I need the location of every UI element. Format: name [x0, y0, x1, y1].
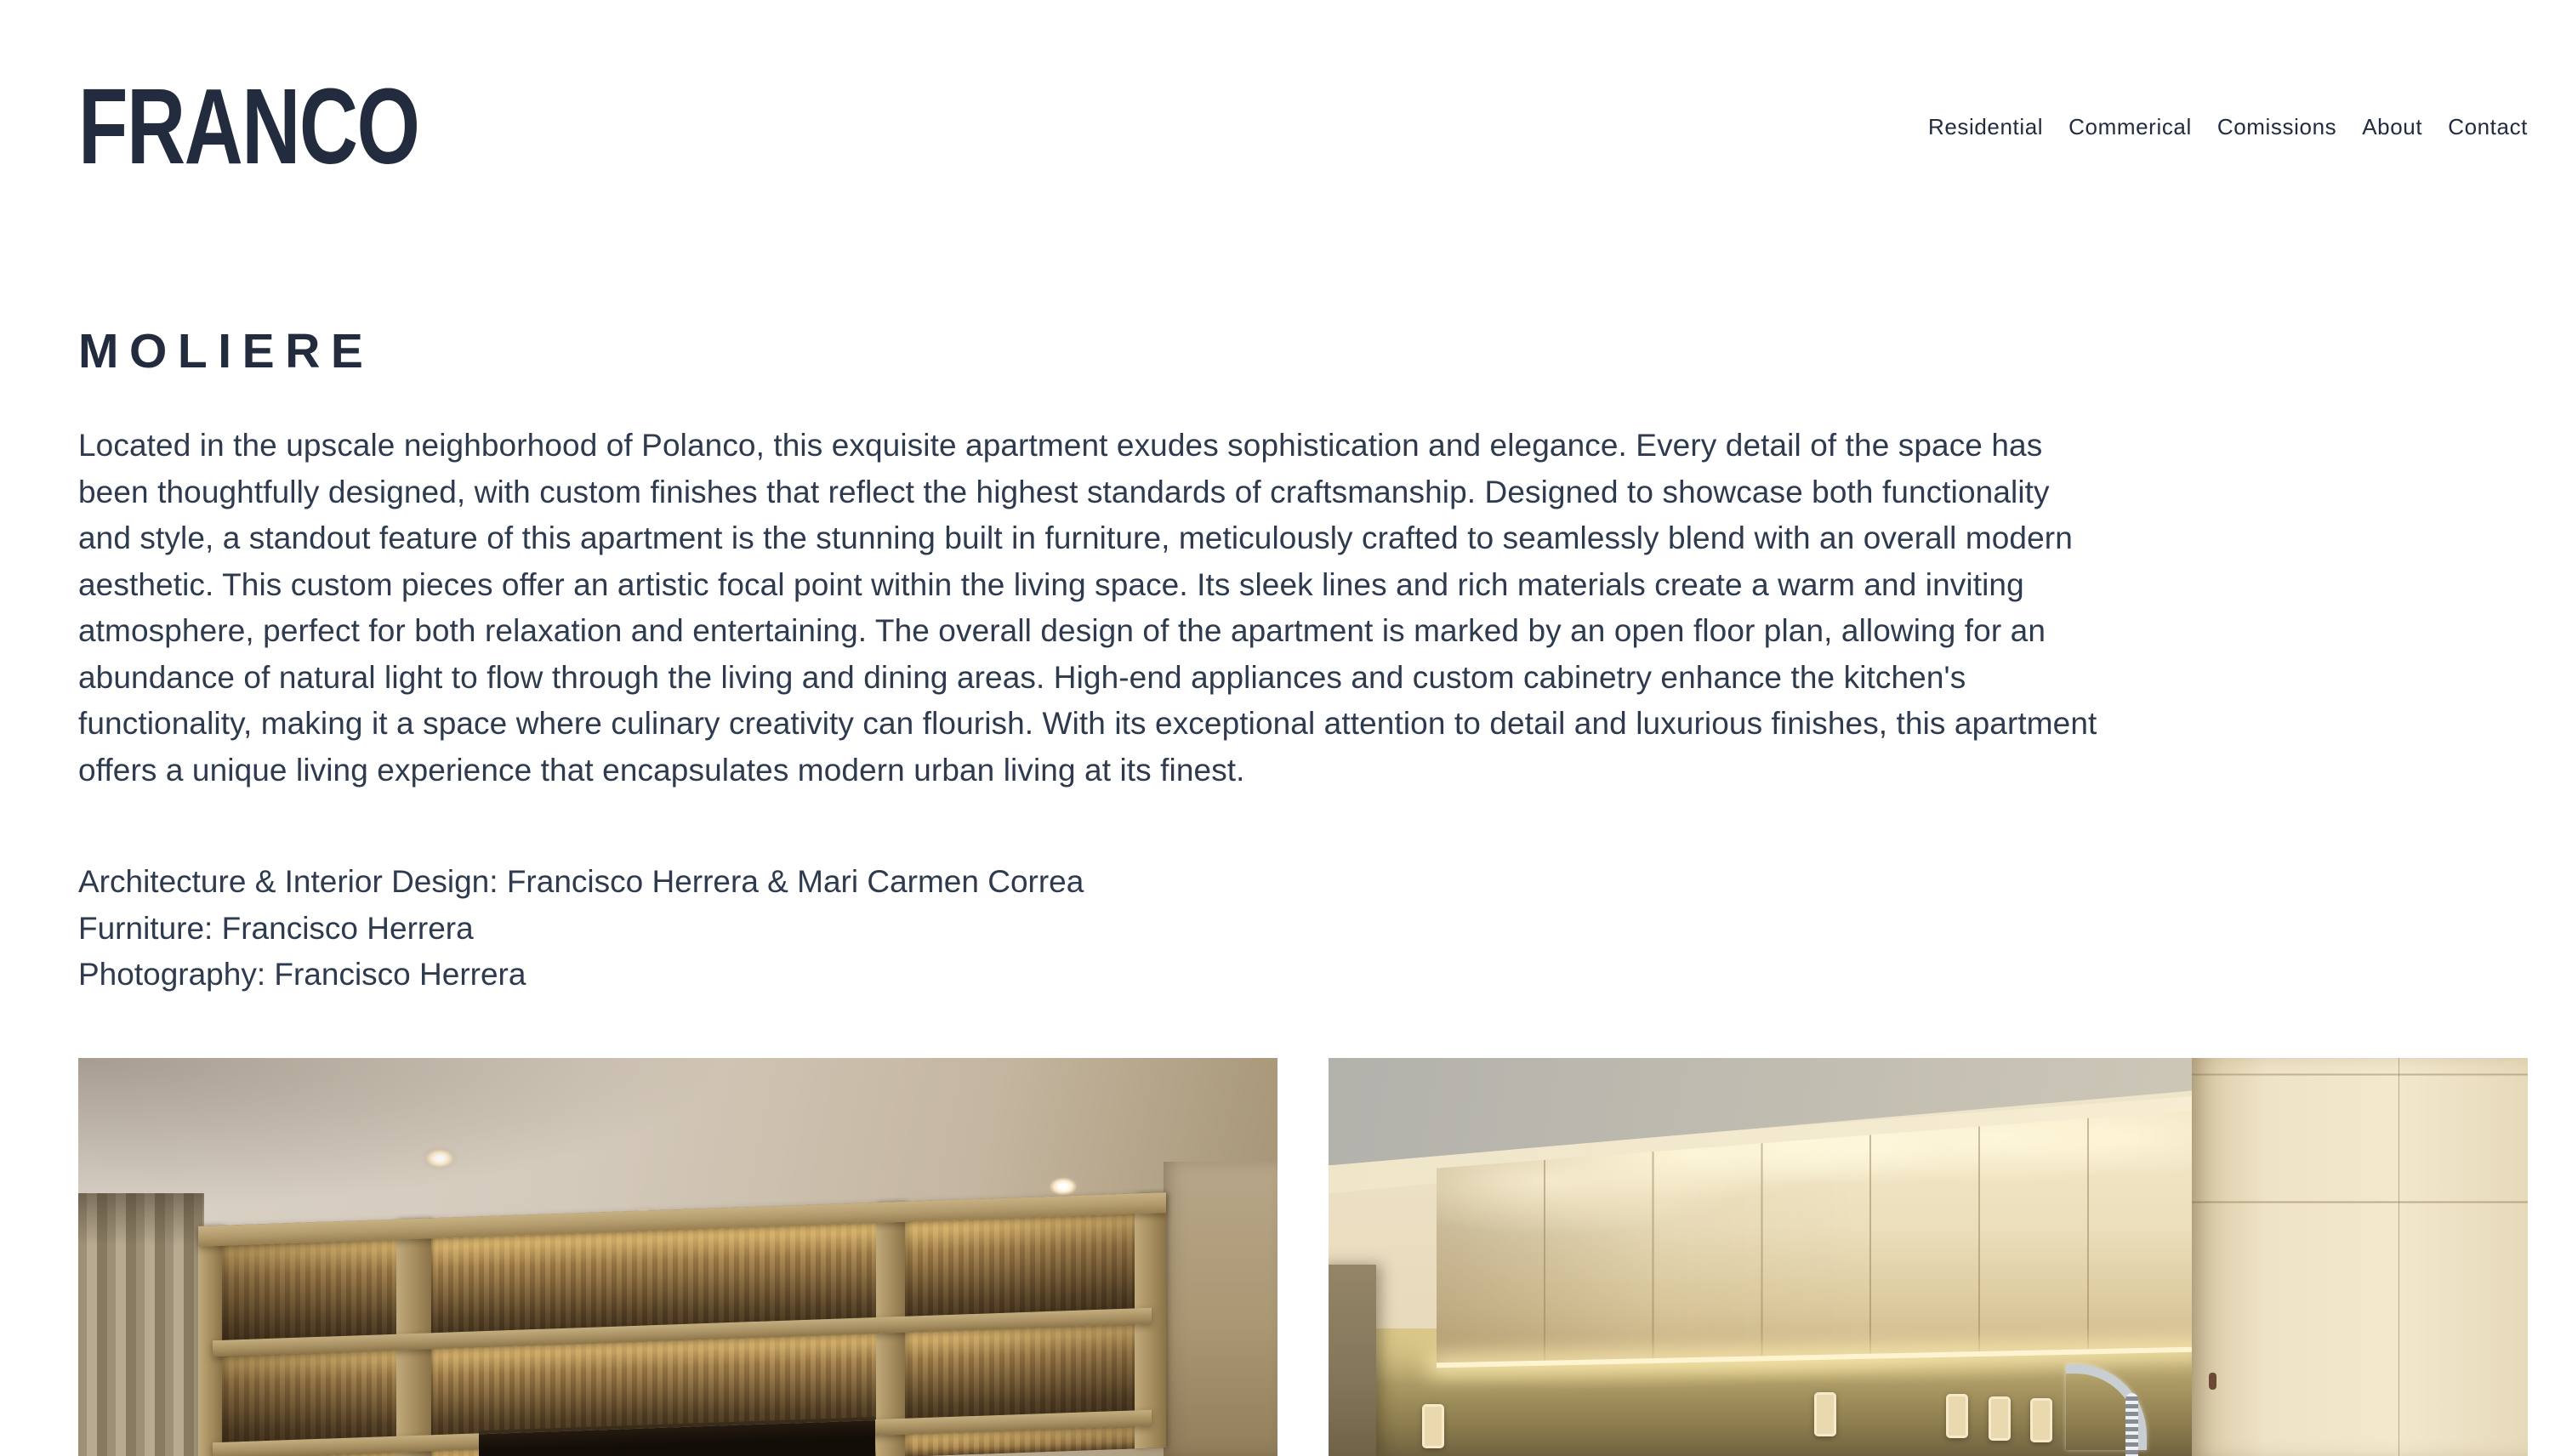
project-description: Located in the upscale neighborhood of Polanco, this exquisite apartment exudes sophistication and elegance. Every detail of the space has been thoughtfully designed, with custom finishes that reflect the highest standards of craftsmanship. Designed to showcase both functionality and style, a standout feature of this apartment is the stunning built in furniture, meticulously crafted to seamlessly blend with an overall modern aesthetic. This custom pieces offer an artistic focal point within the living space. Its sleek lines and rich materials create a warm and inviting atmosphere, perfect for both relaxation and entertaining. The overall design of the apartment is marked by an open floor plan, allowing for an abundance of natural light to flow through the living and dining areas. High-end appliances and custom cabinetry enhance the kitchen's functionality, making it a space where culinary creativity can flourish. With its exceptional attention to detail and luxurious finishes, this apartment offers a unique living experience that encapsulates modern urban living at its finest.	[78, 428, 2097, 788]
main-nav	[1928, 114, 2528, 140]
nav-link-commerical[interactable]: Commerical	[2068, 113, 2192, 139]
nav-link-comissions[interactable]: Comissions	[2216, 113, 2337, 139]
power-outlet	[1989, 1396, 2011, 1441]
nav-link-contact[interactable]: Contact	[2448, 113, 2528, 139]
logo[interactable]	[78, 66, 526, 186]
photo-gallery	[78, 1058, 2528, 1456]
photo-kitchen-cabinets[interactable]	[1329, 1058, 2528, 1456]
project-credits	[78, 859, 1084, 998]
media-wall-unit	[198, 1192, 1166, 1456]
nav-link-residential[interactable]: Residential	[1927, 113, 2044, 139]
nav-link-about[interactable]: About	[2362, 113, 2423, 139]
site-header	[78, 66, 2528, 186]
power-outlet	[1422, 1404, 1444, 1448]
stone-wall	[1164, 1162, 1277, 1456]
credit-photography: Photography: Francisco Herrera	[78, 957, 526, 992]
kitchen-faucet	[2066, 1364, 2159, 1456]
curtain	[78, 1193, 204, 1456]
power-outlet	[1946, 1394, 1968, 1438]
power-outlet	[2030, 1398, 2052, 1442]
power-outlet	[1814, 1392, 1836, 1436]
cabinet-knob	[2209, 1373, 2216, 1390]
tall-cabinets	[2192, 1058, 2528, 1456]
stone-pillar	[1329, 1265, 1376, 1456]
page-title: MOLIERE	[78, 324, 374, 379]
logo-text: FRANCO	[78, 66, 419, 186]
photo-living-room-media-wall[interactable]	[78, 1058, 1277, 1456]
recessed-light-icon	[420, 1146, 459, 1171]
credit-architecture: Architecture & Interior Design: Francisco Herrera & Mari Carmen Correa	[78, 864, 1084, 899]
credit-furniture: Furniture: Francisco Herrera	[78, 910, 474, 946]
